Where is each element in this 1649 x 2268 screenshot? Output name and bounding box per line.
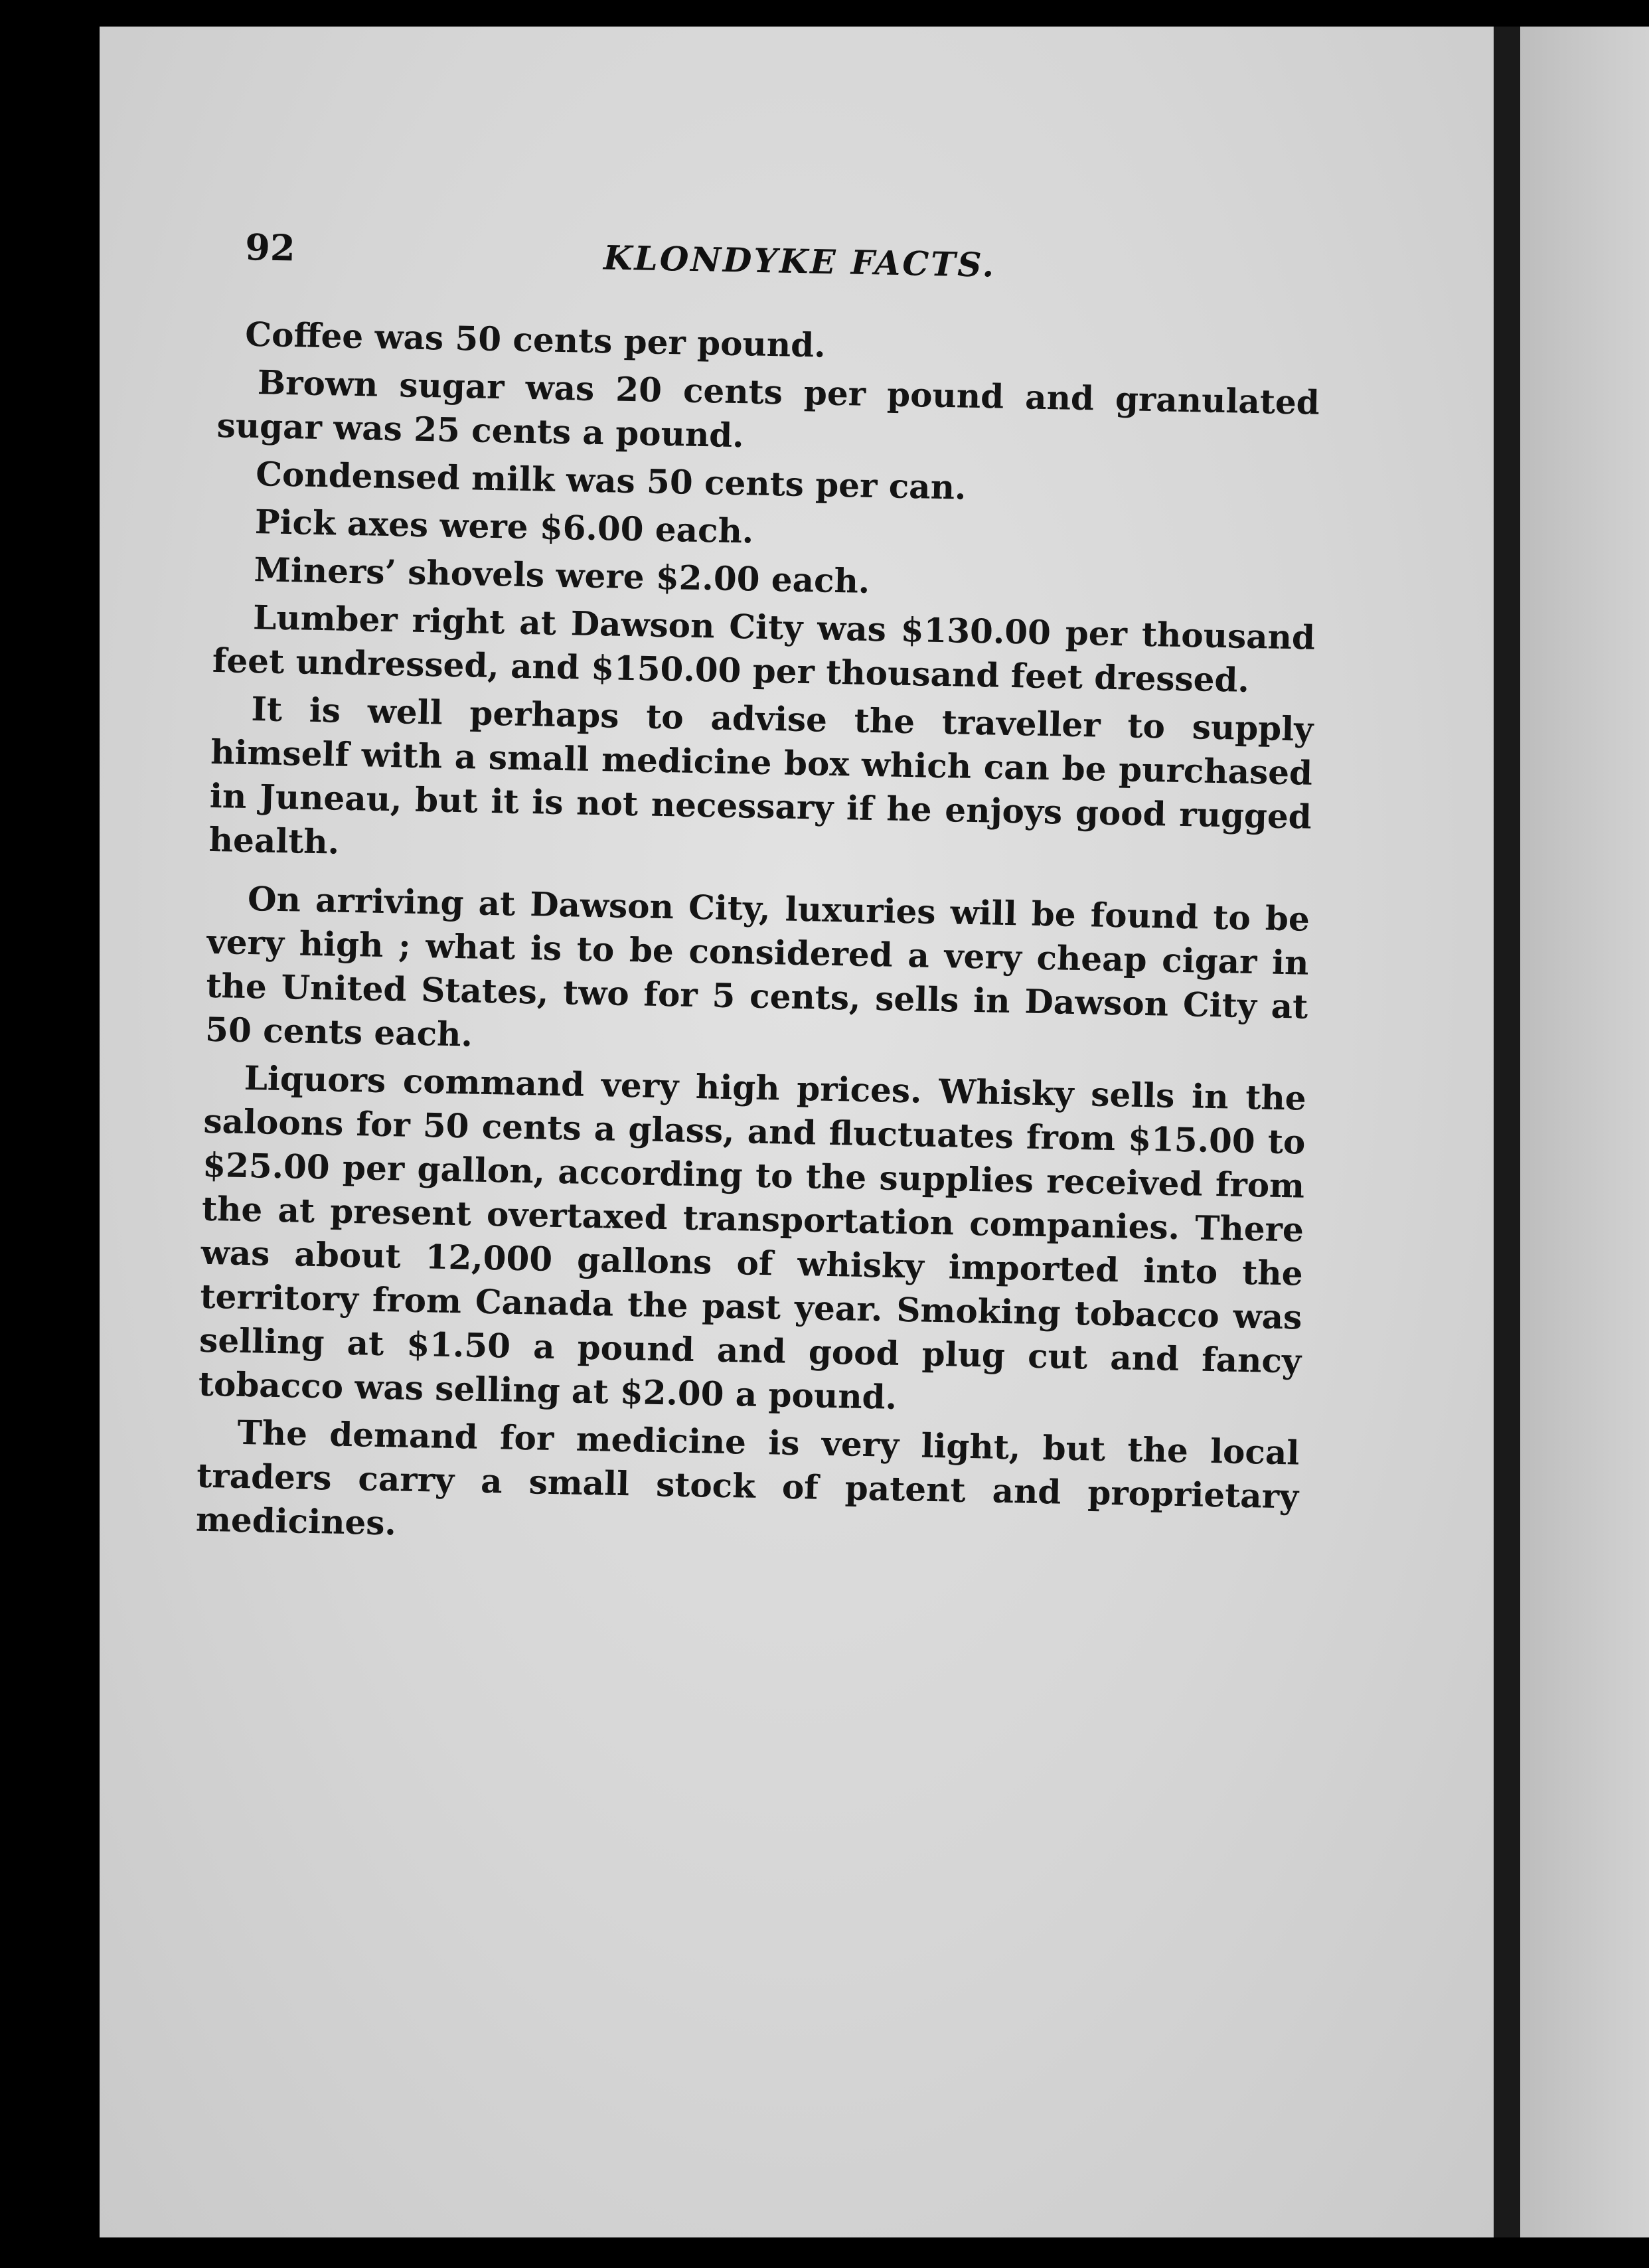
paragraph-luxuries: On arriving at Dawson City, luxuries will be found to be very high ; what is to be considered a very cheap cigar in the United States, two for 5 cents, sells in Dawson City at 50 cents each. <box>204 878 1310 1054</box>
paragraph-pick-axes: Pick axes were $6.00 each. <box>254 502 754 551</box>
running-title: KLONDYKE FACTS. <box>603 238 996 285</box>
paragraph-sugar: Brown sugar was 20 cents per pound and granulated sugar was 25 cents a pound. <box>216 363 1320 455</box>
paragraph-shovels: Miners’ shovels were $2.00 each. <box>254 550 870 601</box>
paragraph-medicine-demand: The demand for medicine is very light, but the local traders carry a small stock of patent and proprietary medicines. <box>195 1412 1300 1543</box>
body-text <box>195 312 1320 1567</box>
paragraph-liquors: Liquors command very high prices. Whisky sells in the saloons for 50 cents a glass, and fluctuates from $15.00 to $25.00 per gallon, according to the supplies received from the at present overtaxed transportation companies. There was about 12,000 gallons of whisky imported into the territory from Canada the past year. Smoking tobacco was selling at $1.50 a pound and good plug cut and fancy tobacco was selling at $2.00 a pound. <box>198 1058 1307 1417</box>
adjacent-page-edge <box>1520 27 1649 2237</box>
page-number: 92 <box>244 226 296 270</box>
paragraph-lumber: Lumber right at Dawson City was $130.00 per thousand feet undressed, and $150.00 per thousand feet dressed. <box>212 598 1316 700</box>
page-gutter <box>1494 27 1520 2237</box>
paragraph-condensed-milk: Condensed milk was 50 cents per can. <box>255 454 967 507</box>
paragraph-coffee: Coffee was 50 cents per pound. <box>244 314 826 365</box>
paragraph-medicine-box: It is well perhaps to advise the traveller to supply himself with a small medicine box which can be purchased in Juneau, but it is not necessary if he enjoys good rugged health. <box>208 689 1314 862</box>
